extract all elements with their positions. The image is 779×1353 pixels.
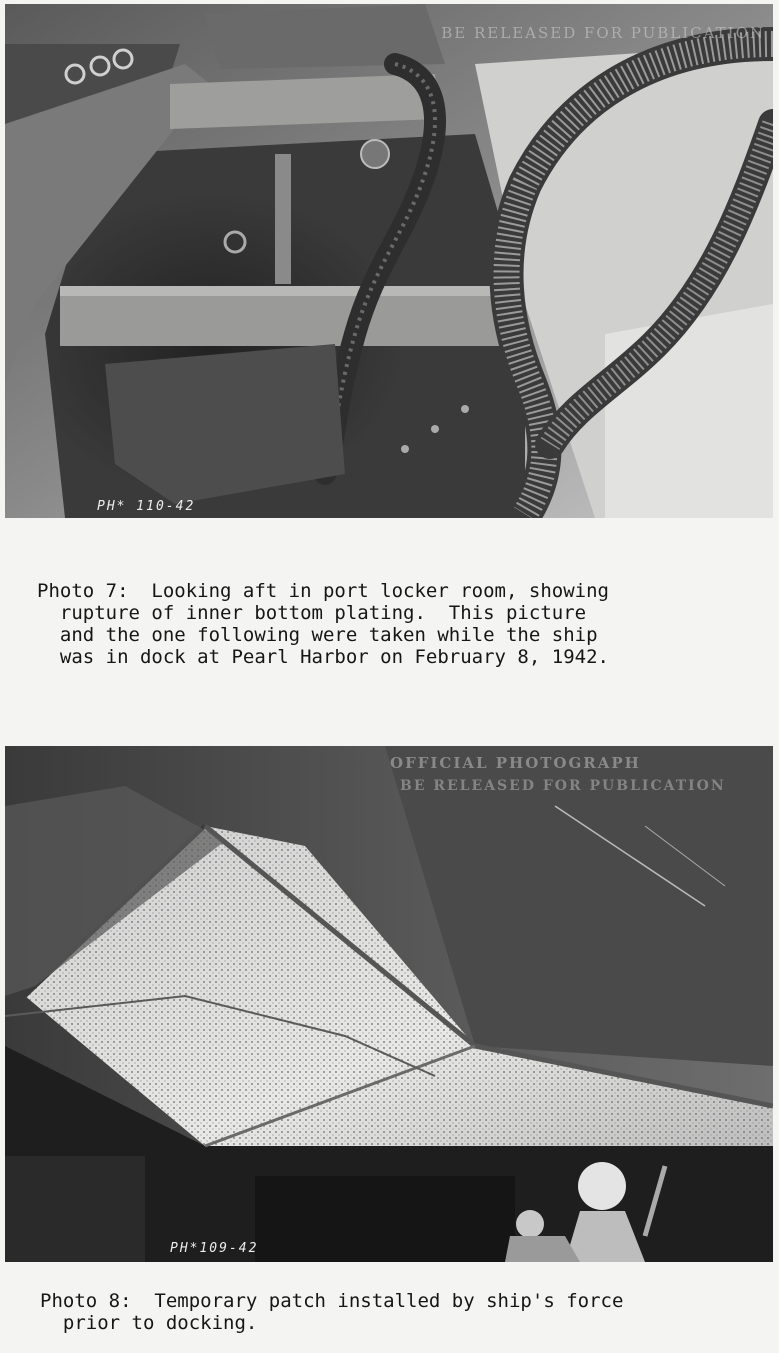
photo-7-release-stamp: BE RELEASED FOR PUBLICATION <box>441 24 765 42</box>
photo-7-image <box>5 4 773 518</box>
photo-8-caption <box>40 1290 623 1334</box>
photo-7-caption <box>37 580 609 668</box>
caption-line: Photo 8: Temporary patch installed by ship's force <box>40 1290 624 1312</box>
caption-line: Photo 7: Looking aft in port locker room, showing <box>37 580 609 602</box>
photo-7-locker-room <box>5 4 773 518</box>
caption-line: and the one following were taken while the ship <box>37 624 598 646</box>
photo-8-negative-number: PH*109-42 <box>170 1241 259 1256</box>
caption-line: rupture of inner bottom plating. This picture <box>37 602 587 624</box>
photo-8-image <box>5 746 773 1262</box>
caption-line: prior to docking. <box>40 1312 258 1334</box>
caption-line: was in dock at Pearl Harbor on February 8, 1942. <box>37 646 609 668</box>
photo-7-negative-number: PH* 110-42 <box>97 499 196 514</box>
photo-8-release-stamp: BE RELEASED FOR PUBLICATION <box>400 778 726 794</box>
photo-8-official-stamp: OFFICIAL PHOTOGRAPH <box>390 754 641 772</box>
photo-8-temporary-patch <box>5 746 773 1262</box>
